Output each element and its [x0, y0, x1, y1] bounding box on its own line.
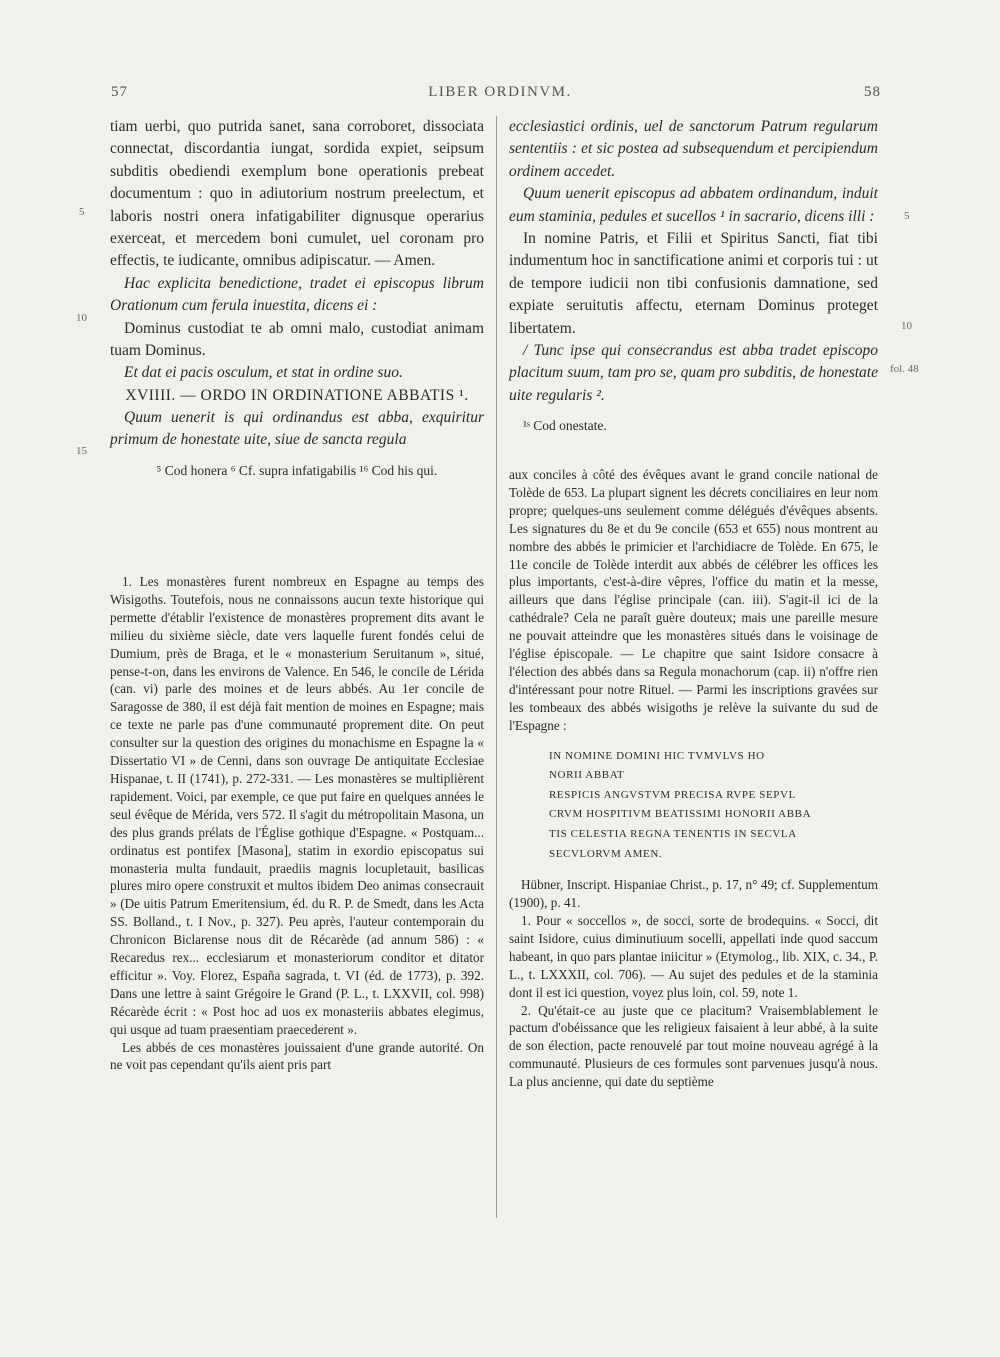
column-rule	[496, 116, 497, 1218]
margin-line-5-left: 5	[79, 206, 85, 218]
notes-right-column	[509, 466, 878, 1091]
right-rubric-2: Quum uenerit episcopus ad abbatem ordinandum, induit eum staminia, pedules et sucellos ¹ in sacrario, dicens illi :	[509, 185, 878, 225]
left-text-footnotes: ⁵ Cod honera ⁶ Cf. supra infatigabilis ¹⁶ Cod his qui.	[156, 462, 438, 478]
inscription-line: TIS CELESTIA REGNA TENENTIS IN SECVLA	[549, 827, 797, 840]
left-page-number: 57	[111, 84, 128, 100]
inscription-line: SECVLORVM AMEN.	[549, 847, 663, 860]
note-citation: Hübner, Inscript. Hispaniae Christ., p. 17, n° 49; cf. Supplementum (1900), p. 41.	[509, 877, 878, 911]
right-rubric-1: ecclesiastici ordinis, uel de sanctorum Patrum regularum sententiis : et sic postea ad subsequendum et percipiendum ordinem accedet.	[509, 118, 878, 180]
inscription-block	[549, 747, 878, 865]
right-rubric-3: / Tunc ipse qui consecrandus est abba tradet episcopo placitum suum, tam pro se, quam pro subditis, de honestate uite regularis ².	[509, 342, 878, 404]
note-placitum: 2. Qu'était-ce au juste que ce placitum? Vraisemblablement le pactum d'obéissance que les religieux faisaient à leur abbé, à la suite de son élection, pacte renouvelé par tout moine nouveau agrégé à la communauté. Plusieurs de ces formules sont parvenues jusqu'à nous. La plus ancienne, qui date du septième	[509, 1002, 878, 1090]
left-rubric-2: Et dat ei pacis osculum, et stat in ordine suo.	[124, 364, 403, 382]
note-soccellos: 1. Pour « soccellos », de socci, sorte de brodequins. « Socci, dit saint Isidore, cuius diminutiuum socelli, appellati inde quod saccum habeant, in quo pars plantae iniicitur » (Etymolog., lib. XIX, c. 34., P. L., t. LXXXII, col. 706). — Au sujet des pedules et de la staminia dont il est ici question, voyez plus loin, col. 59, note 1.	[509, 912, 878, 1000]
left-paragraph-1: tiam uerbi, quo putrida sanet, sana corroboret, dissociata connectat, discordantia iungat, sordida expiet, seipsum subditis obediendi exemplum bone operationis prebeat documentum : quo in adiutorium nostrum preelectum, et laboris nostri onera infatigabiliter dignusque operarius exerceat, et mercedem boni cumulet, uel coronam pro effectis, te iudicante, omnibus adipiscatur. — Amen.	[110, 118, 484, 270]
right-page-number: 58	[864, 84, 881, 100]
note-1-left-cont: Les abbés de ces monastères jouissaient d'une grande autorité. On ne voit pas cependant qu'ils aient pris part	[110, 1039, 484, 1073]
left-rubric-1: Hac explicita benedictione, tradet ei episcopus librum Orationum cum ferula inuestita, dicens ei :	[110, 274, 484, 315]
notes-left-column	[110, 573, 484, 1074]
left-paragraph-2: Dominus custodiat te ab omni malo, custodiat animam tuam Dominus.	[110, 319, 484, 360]
margin-line-15-left: 15	[76, 445, 87, 457]
margin-line-5-right: 5	[904, 210, 910, 222]
inscription-line: NORII ABBAT	[549, 769, 625, 782]
margin-line-10-left: 10	[76, 312, 87, 324]
margin-line-10-right: 10	[901, 320, 912, 332]
inscription-line: IN NOMINE DOMINI HIC TVMVLVS HO	[549, 749, 765, 762]
left-rubric-3: Quum uenerit is qui ordinandus est abba, exquiritur primum de honestate uite, siue de sancta regula	[110, 408, 484, 449]
left-latin-text	[110, 116, 484, 480]
inscription-line: RESPICIS ANGVSTVM PRECISA RVPE SEPVL	[549, 788, 796, 801]
right-paragraph-1: In nomine Patris, et Filii et Spiritus Sancti, fiat tibi indumentum hoc in sanctificatione animi et corporis tui : ut de tempore iudicii non tibi confusionis damnatione, sed expiate seruitutis affectu, eternam Dominus proteget libertatem.	[509, 230, 878, 337]
running-title: LIBER ORDINVM.	[428, 84, 572, 100]
note-1-left: 1. Les monastères furent nombreux en Espagne au temps des Wisigoths. Toutefois, nous ne connaissons aucun texte historique qui permette d'établir l'existence de monastères proprement dits avant le milieu du sixième siècle, date vers laquelle furent fondés celui de Dumium, près de Braga, et le « monasterium Seruitanum », situé, pense-t-on, dans les environs de Valence. En 546, le concile de Lérida (can. vi) parle des moines et de leurs abbés. Au 1er concile de Saragosse de 380, il est déjà fait mention de moines en Espagne; mais ce texte ne parle pas d'une communauté proprement dite. On peut consulter sur la question des origines du monachisme en Espagne la « Dissertatio VI » de Cenni, dans son ouvrage De antiquitate Ecclesiae Hispanae, t. II (1741), p. 272-331. — Les monastères se multiplièrent rapidement. Voici, par exemple, ce que put faire en quelques années le seul évêque de Mérida, vers 572. Il s'agit du métropolitain Masona, un des plus grands prélats de l'Église gothique d'Espagne. « Postquam... ordinatus est pontifex [Masona], statim in exordio episcopatus sui monasteria multa fundauit, praediis magnis locupletauit, basilicas plures miro opere construxit et multos ibidem Deo animas consecrauit » (De uitis Patrum Emeritensium, éd. du R. P. de Smedt, dans les Acta SS. Bolland., t. I Nov., p. 327). Peu après, l'auteur contemporain du Chronicon Biclarense nous dit de Récarède (ad annum 586) : « Recaredus rex... ecclesiarum et monasteriorum conditor et ditator efficitur ». Voy. Florez, España sagrada, t. VI (éd. de 1773), p. 392. Dans une lettre à saint Grégoire le Grand (P. L., t. LXXVII, col. 998) Récarède écrit : « Post hoc ad uos ex monasteriis abbates elegimus, qui usque ad tuam praesentiam praecederent ».	[110, 574, 484, 1037]
right-latin-text	[509, 116, 878, 435]
folio-marker: fol. 48	[890, 363, 919, 375]
section-heading: XVIIII. — ORDO IN ORDINATIONE ABBATIS ¹.	[125, 386, 469, 404]
note-1-right-cont: aux conciles à côté des évêques avant le grand concile national de Tolède de 653. La plupart signent les décrets conciliaires en leur nom propre; quelques-uns seulement comme délégués d'évêques absents. Les signatures du 8e et du 9e concile (653 et 655) nous montrent au nombre des abbés le primicier et l'archidiacre de Tolède. En 675, le 11e concile de Tolède interdit aux abbés de célébrer les offices les plus importants, c'est-à-dire vêpres, l'office du matin et la messe, ailleurs que dans l'église principale (can. iii). S'agit-il ici de la cathédrale? Cela ne paraît guère douteux; mais une pareille mesure ne pouvait atteindre que les monastères situés dans le voisinage de l'église épiscopale. — Le chapitre que saint Isidore consacre à l'élection des abbés dans sa Regula monachorum (cap. ii) n'offre rien d'intéressant pour notre Rituel. — Parmi les inscriptions gravées sur les tombeaux des abbés wisigoths je relève la suivante du sud de l'Espagne :	[509, 467, 878, 733]
right-text-footnote: ¹ˢ Cod onestate.	[523, 418, 607, 434]
inscription-line: CRVM HOSPITIVM BEATISSIMI HONORII ABBA	[549, 808, 812, 821]
